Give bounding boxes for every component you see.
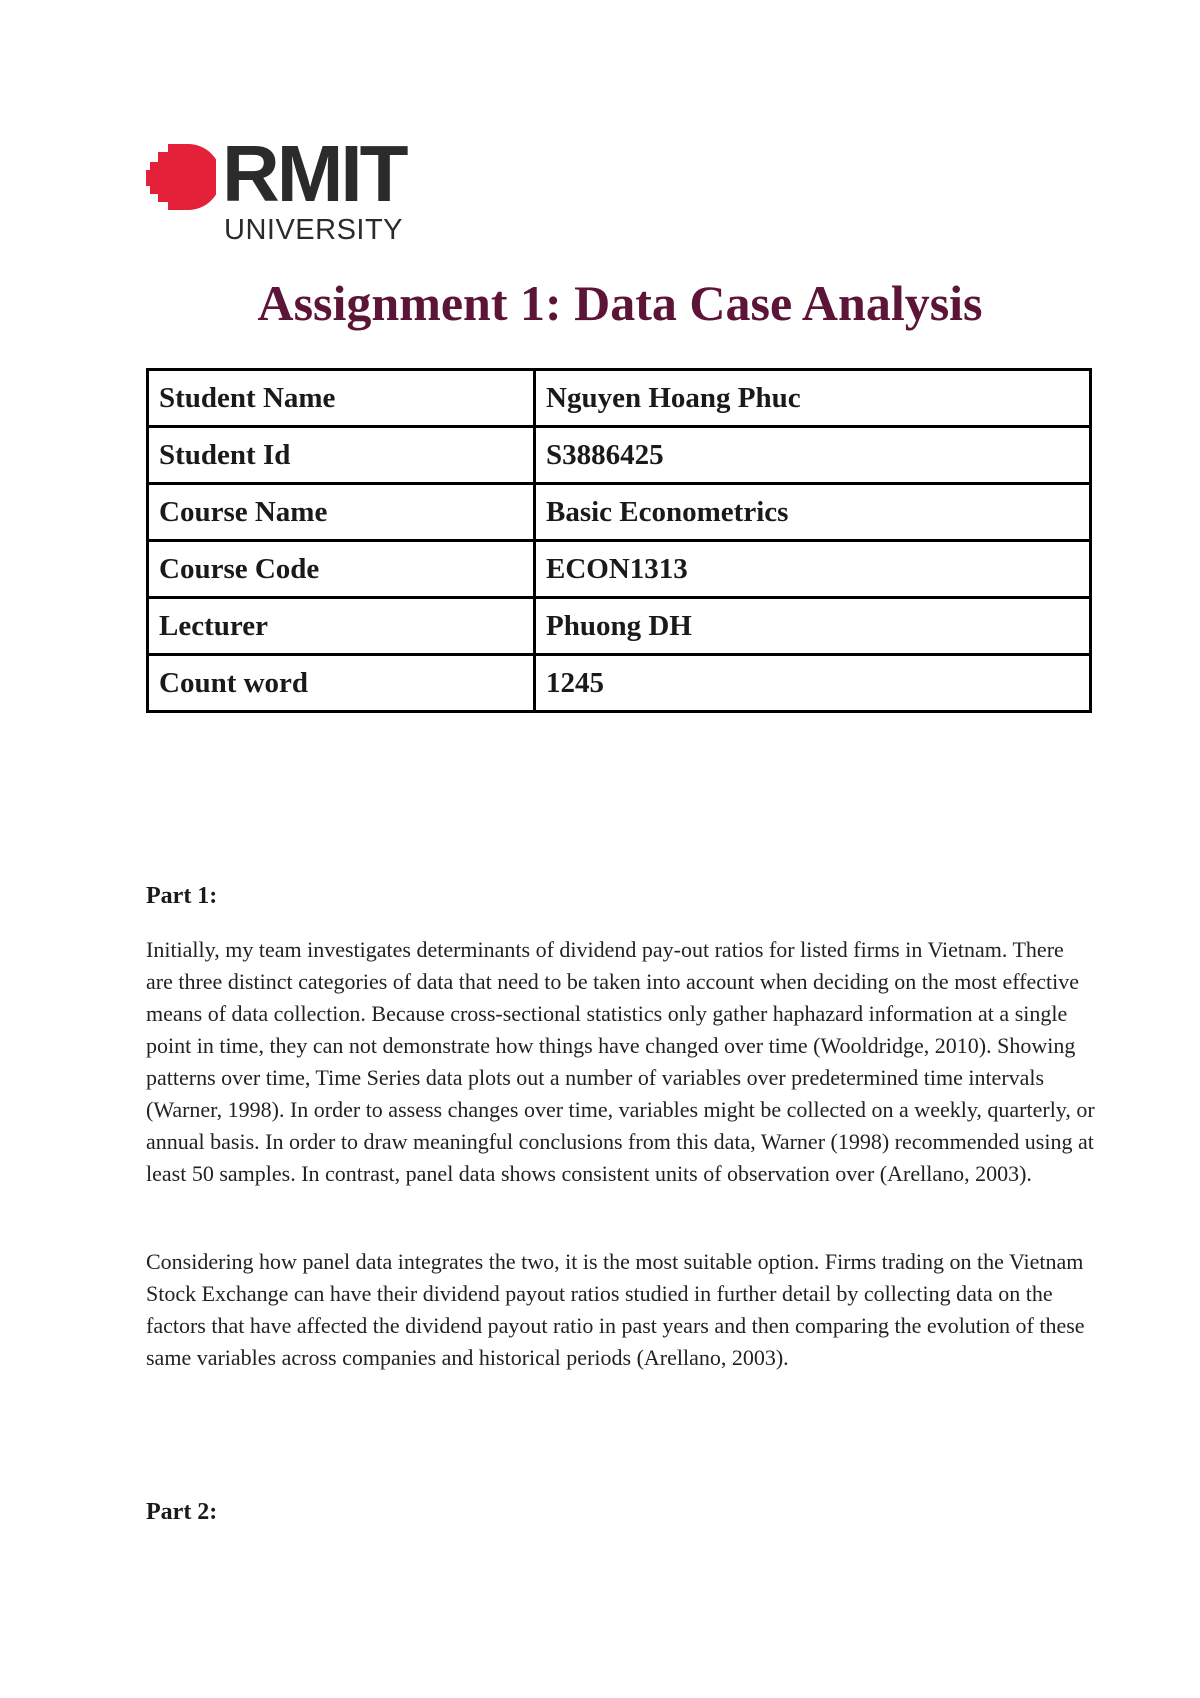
- table-label: Count word: [148, 655, 535, 712]
- part1-paragraph-1: Initially, my team investigates determinants of dividend pay-out ratios for listed firms in Vietnam. There are three distinct categories of data that need to be taken into account when deciding on the most effective means of data collection. Because cross-sectional statistics only gather haphazard information at a single point in time, they can not demonstrate how things have changed over time (Wooldridge, 2010). Showing patterns over time, Time Series data plots out a number of variables over predetermined time intervals (Warner, 1998). In order to assess changes over time, variables might be collected on a weekly, quarterly, or annual basis. In order to draw meaningful conclusions from this data, Warner (1998) recommended using at least 50 samples. In contrast, panel data shows consistent units of observation over (Arellano, 2003).: [146, 937, 1095, 1186]
- table-label: Course Name: [148, 484, 535, 541]
- logo-wordmark: RMIT: [222, 129, 406, 218]
- table-value: Phuong DH: [535, 598, 1091, 655]
- table-row: [148, 541, 1091, 598]
- rmit-logo: [146, 129, 416, 250]
- table-label: Course Code: [148, 541, 535, 598]
- student-info-table: [146, 368, 1092, 713]
- table-row: [148, 598, 1091, 655]
- table-value: Nguyen Hoang Phuc: [535, 370, 1091, 427]
- table-row: [148, 427, 1091, 484]
- table-value: S3886425: [535, 427, 1091, 484]
- table-value: Basic Econometrics: [535, 484, 1091, 541]
- part1-paragraph-2: Considering how panel data integrates the two, it is the most suitable option. Firms trading on the Vietnam Stock Exchange can have their dividend payout ratios studied in further detail by collecting data on the factors that have affected the dividend payout ratio in past years and then comparing the evolution of these same variables across companies and historical periods (Arellano, 2003).: [146, 1249, 1085, 1370]
- part1-heading: Part 1:: [146, 883, 218, 909]
- table-value: ECON1313: [535, 541, 1091, 598]
- table-row: [148, 484, 1091, 541]
- table-row: [148, 370, 1091, 427]
- part2-heading: Part 2:: [146, 1499, 218, 1525]
- table-label: Student Id: [148, 427, 535, 484]
- logo-subtitle: UNIVERSITY: [224, 214, 404, 246]
- table-row: [148, 655, 1091, 712]
- rmit-pixel-mark-icon: [146, 144, 216, 214]
- page-title: Assignment 1: Data Case Analysis: [257, 275, 983, 331]
- table-label: Lecturer: [148, 598, 535, 655]
- table-value: 1245: [535, 655, 1091, 712]
- table-label: Student Name: [148, 370, 535, 427]
